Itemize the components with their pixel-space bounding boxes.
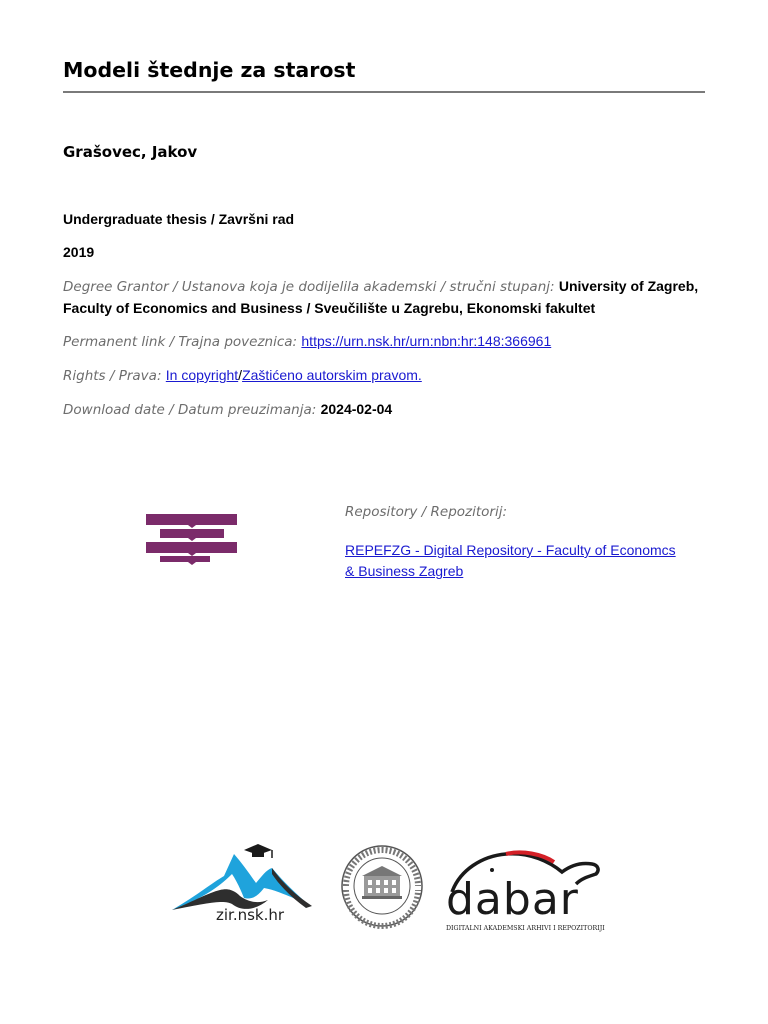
permanent-link bbox=[63, 331, 703, 353]
rights-link-en[interactable]: In copyright bbox=[165, 367, 239, 383]
dabar-logo-icon bbox=[446, 852, 605, 932]
rights bbox=[63, 365, 703, 387]
zir-logo-icon bbox=[172, 844, 312, 910]
download-date-label: Download date / Datum preuzimanja: bbox=[63, 402, 317, 418]
zir-logo-text: zir.nsk.hr bbox=[216, 906, 285, 924]
efzg-logo-icon bbox=[146, 514, 238, 570]
rights-link-hr[interactable]: Zaštićeno autorskim pravom. bbox=[242, 367, 422, 383]
degree-grantor-label: Degree Grantor / Ustanova koja je dodijelila akademski / stručni stupanj: bbox=[63, 279, 555, 295]
dabar-tagline: DIGITALNI AKADEMSKI ARHIVI I REPOZITORIJI bbox=[446, 925, 605, 932]
dabar-wordmark: dabar bbox=[446, 874, 579, 925]
university-seal-icon bbox=[342, 846, 422, 926]
author-name: Grašovec, Jakov bbox=[63, 143, 198, 161]
thesis-type: Undergraduate thesis / Završni rad bbox=[63, 211, 295, 227]
document-title: Modeli štednje za starost bbox=[63, 58, 356, 82]
permanent-link-label: Permanent link / Trajna poveznica: bbox=[63, 334, 298, 350]
degree-grantor-value: University of Zagreb, Faculty of Economics and Business / Sveučilište u Zagrebu, Ekonomski fakultet bbox=[63, 278, 699, 316]
title-divider bbox=[63, 91, 705, 93]
download-date-value: 2024-02-04 bbox=[320, 401, 393, 417]
download-date bbox=[63, 399, 703, 421]
degree-grantor bbox=[63, 276, 703, 320]
permanent-link-url[interactable]: https://urn.nsk.hr/urn:nbn:hr:148:366961 bbox=[301, 333, 552, 349]
rights-label: Rights / Prava: bbox=[63, 368, 162, 384]
repository-link[interactable]: REPEFZG - Digital Repository - Faculty of Economcs & Business Zagreb bbox=[345, 542, 676, 579]
repository-label: Repository / Repozitorij: bbox=[345, 504, 508, 520]
thesis-year: 2019 bbox=[63, 244, 95, 260]
rights-separator: / bbox=[238, 367, 243, 383]
